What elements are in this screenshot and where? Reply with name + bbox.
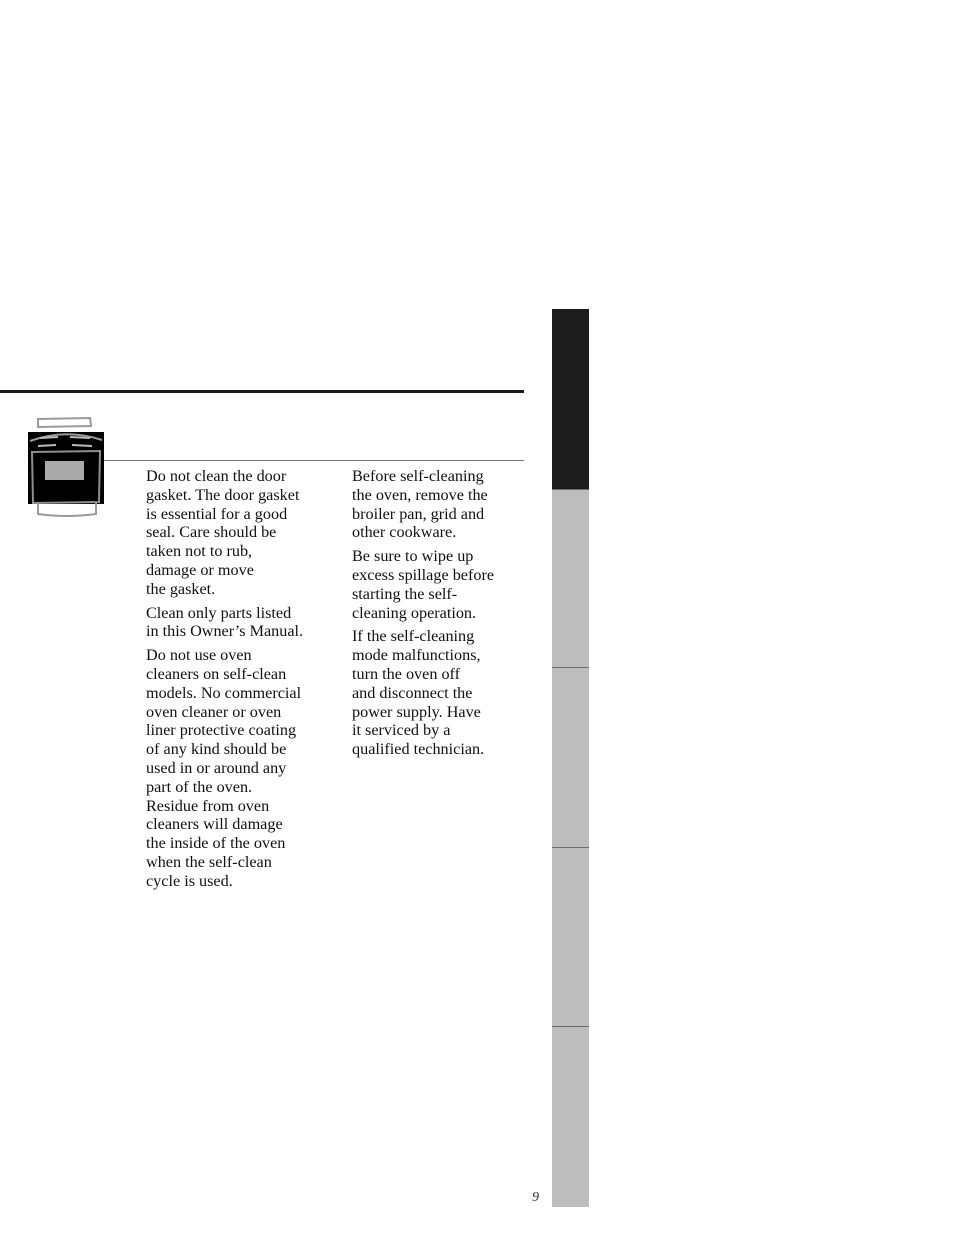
paragraph: Do not use oven cleaners on self-clean models. No commercial oven cleaner or oven liner protective coating of any kind should be used in or around any part of the oven. Residue from oven cleaners will damage the inside of the oven when the self-clean cycle is used. xyxy=(146,646,302,890)
paragraph: Be sure to wipe up excess spillage before starting the self- cleaning operation. xyxy=(352,547,495,622)
section-tab-active xyxy=(552,309,589,489)
section-rule xyxy=(104,460,524,461)
paragraph: Do not clean the door gasket. The door gasket is essential for a good seal. Care should be taken not to rub, damage or move the gasket. xyxy=(146,467,300,598)
left-text-column xyxy=(146,467,336,896)
section-tab xyxy=(552,667,589,847)
paragraph: Clean only parts listed in this Owner’s Manual. xyxy=(146,603,304,641)
section-tab xyxy=(552,1026,589,1207)
page-number: 9 xyxy=(532,1190,539,1205)
top-rule xyxy=(0,390,524,393)
section-tabs xyxy=(552,309,589,1207)
paragraph: Before self-cleaning the oven, remove the broiler pan, grid and other cookware. xyxy=(352,467,488,542)
right-text-column xyxy=(352,467,522,764)
oven-icon xyxy=(26,416,108,520)
paragraph: If the self-cleaning mode malfunctions, turn the oven off and disconnect the power supply. Have it serviced by a qualified technician. xyxy=(352,627,485,759)
section-tab xyxy=(552,847,589,1026)
section-tab xyxy=(552,489,589,667)
